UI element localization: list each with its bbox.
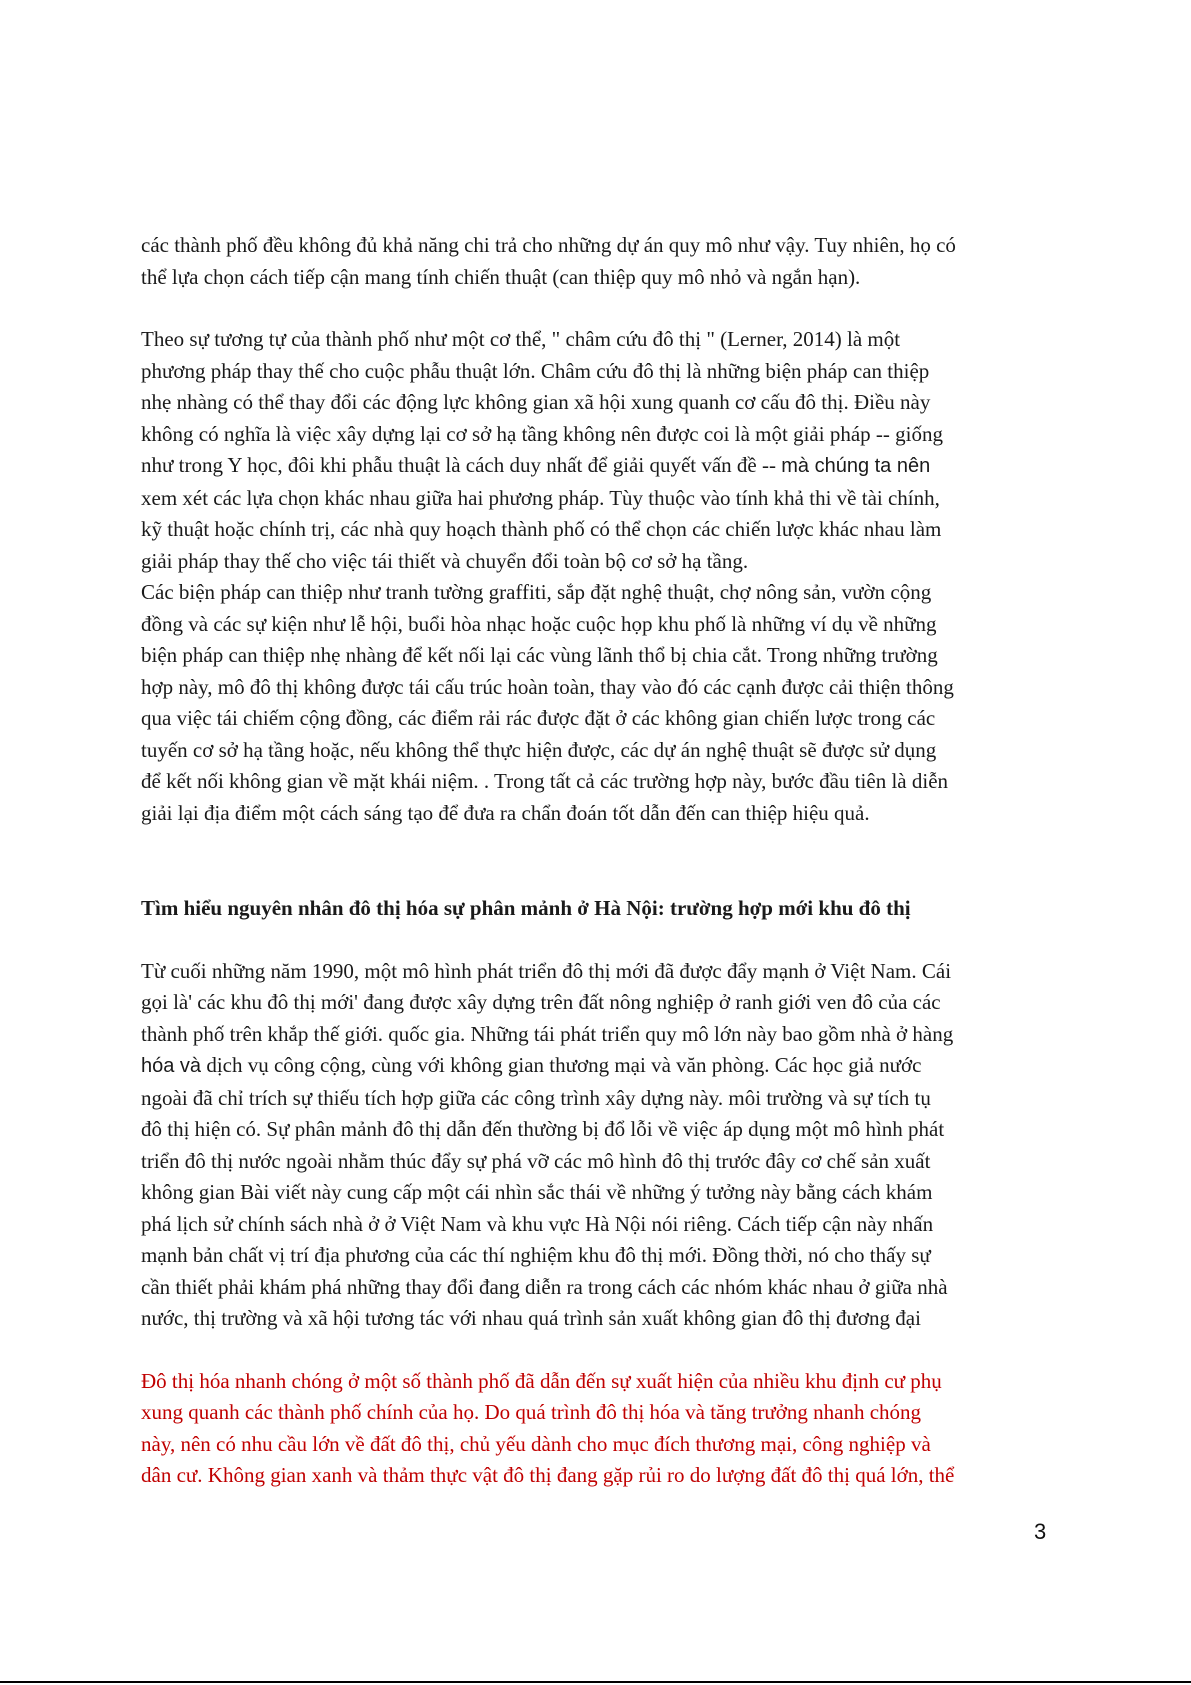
text-line: này, nên có nhu cầu lớn về đất đô thị, chủ yếu dành cho mục đích thương mại, công nghiệp và	[141, 1431, 931, 1456]
text-line: không có nghĩa là việc xây dựng lại cơ sở hạ tầng không nên được coi là một giải pháp -- giống	[141, 421, 943, 446]
text-line: giải pháp thay thế cho việc tái thiết và chuyển đổi toàn bộ cơ sở hạ tầng.	[141, 548, 749, 573]
section-heading: Tìm hiểu nguyên nhân đô thị hóa sự phân mảnh ở Hà Nội: trường hợp mới khu đô thị	[141, 896, 911, 920]
text-line: giải lại địa điểm một cách sáng tạo để đưa ra chẩn đoán tốt dẫn đến can thiệp hiệu quả.	[141, 800, 870, 825]
text-line: các thành phố đều không đủ khả năng chi trả cho những dự án quy mô như vậy. Tuy nhiên, họ có	[141, 233, 956, 257]
paragraph-2	[141, 324, 1061, 577]
text-line: nước, thị trường và xã hội tương tác với nhau quá trình sản xuất không gian đô thị đương đại	[141, 1306, 921, 1330]
text-line: không gian Bài viết này cung cấp một cái nhìn sắc thái về những ý tưởng này bằng cách khám	[141, 1180, 933, 1204]
text-line: để kết nối không gian về mặt khái niệm. . Trong tất cả các trường hợp này, bước đầu tiên là diễn	[141, 769, 949, 793]
text-line-mixed	[141, 450, 1061, 483]
text-line: xung quanh các thành phố chính của họ. Do quá trình đô thị hóa và tăng trưởng nhanh chóng	[141, 1400, 922, 1424]
text-line-mixed	[141, 1050, 1061, 1083]
text-line: phương pháp thay thế cho cuộc phẫu thuật lớn. Châm cứu đô thị là những biện pháp can thiệp	[141, 358, 930, 383]
text-line: triển đô thị nước ngoài nhằm thúc đẩy sự phá vỡ các mô hình đô thị trước đây cơ chế sản xuất	[141, 1148, 931, 1173]
paragraph-4	[141, 956, 1061, 1335]
text-line: qua việc tái chiếm cộng đồng, các điểm rải rác được đặt ở các không gian chiến lược trong các	[141, 706, 936, 730]
text-line: phá lịch sử chính sách nhà ở ở Việt Nam và khu vực Hà Nội nói riêng. Cách tiếp cận này nhấn	[141, 1211, 934, 1236]
text-line: thành phố trên khắp thế giới. quốc gia. Những tái phát triển quy mô lớn này bao gồm nhà ở hàng	[141, 1021, 954, 1046]
paragraph-3	[141, 577, 1061, 829]
text-line: Theo sự tương tự của thành phố như một cơ thể, " châm cứu đô thị " (Lerner, 2014) là một	[141, 327, 901, 351]
text-line: Từ cuối những năm 1990, một mô hình phát triển đô thị mới đã được đẩy mạnh ở Việt Nam. Cái	[141, 958, 952, 983]
text-line: biện pháp can thiệp nhẹ nhàng để kết nối lại các vùng lãnh thổ bị chia cắt. Trong những trường	[141, 643, 938, 667]
text-line: đồng và các sự kiện như lễ hội, buổi hòa nhạc hoặc cuộc họp khu phố là những ví dụ về những	[141, 611, 937, 636]
page-number: 3	[1034, 1519, 1047, 1544]
text-line: cần thiết phải khám phá những thay đổi đang diễn ra trong cách các nhóm khác nhau ở giữa nhà	[141, 1274, 948, 1299]
text-line: Đô thị hóa nhanh chóng ở một số thành phố đã dẫn đến sự xuất hiện của nhiều khu định cư phụ	[141, 1368, 942, 1393]
serif-fragment: dịch vụ công cộng, cùng với không gian thương mại và văn phòng. Các học giả nước	[201, 1053, 922, 1077]
highlighted-paragraph	[141, 1366, 1061, 1492]
page-bottom-divider	[0, 1681, 1191, 1683]
text-line: nhẹ nhàng có thể thay đổi các động lực không gian xã hội xung quanh cơ cấu đô thị. Điều này	[141, 390, 931, 414]
text-line: thể lựa chọn cách tiếp cận mang tính chiến thuật (can thiệp quy mô nhỏ và ngắn hạn).	[141, 264, 861, 289]
text-line: xem xét các lựa chọn khác nhau giữa hai phương pháp. Tùy thuộc vào tính khả thi về tài chính,	[141, 485, 940, 510]
text-line: dân cư. Không gian xanh và thảm thực vật đô thị đang gặp rủi ro do lượng đất đô thị quá lớn, thể	[141, 1463, 955, 1487]
text-line: đô thị hiện có. Sự phân mảnh đô thị dẫn đến thường bị đổ lỗi về việc áp dụng một mô hình phát	[141, 1117, 945, 1141]
sans-fragment: mà chúng ta nên	[781, 455, 931, 477]
text-line: hợp này, mô đô thị không được tái cấu trúc hoàn toàn, thay vào đó các cạnh được cải thiện thông	[141, 674, 954, 699]
text-line: kỹ thuật hoặc chính trị, các nhà quy hoạch thành phố có thể chọn các chiến lược khác nhau làm	[141, 517, 942, 541]
text-line: tuyến cơ sở hạ tầng hoặc, nếu không thể thực hiện được, các dự án nghệ thuật sẽ được sử dụng	[141, 737, 937, 762]
sans-fragment: hóa và	[141, 1055, 202, 1077]
text-line: ngoài đã chỉ trích sự thiếu tích hợp giữa các công trình xây dựng này. môi trường và sự tích tụ	[141, 1085, 931, 1110]
paragraph-1	[141, 230, 1061, 293]
text-line: gọi là' các khu đô thị mới' đang được xây dựng trên đất nông nghiệp ở ranh giới ven đô của các	[141, 990, 941, 1014]
text-line: mạnh bản chất vị trí địa phương của các thí nghiệm khu đô thị mới. Đồng thời, nó cho thấy sự	[141, 1243, 931, 1267]
page-content	[141, 230, 1061, 1492]
text-line: Các biện pháp can thiệp như tranh tường graffiti, sắp đặt nghệ thuật, chợ nông sản, vườn cộng	[141, 580, 932, 604]
serif-fragment: như trong Y học, đôi khi phẫu thuật là cách duy nhất để giải quyết vấn đề --	[141, 453, 782, 477]
